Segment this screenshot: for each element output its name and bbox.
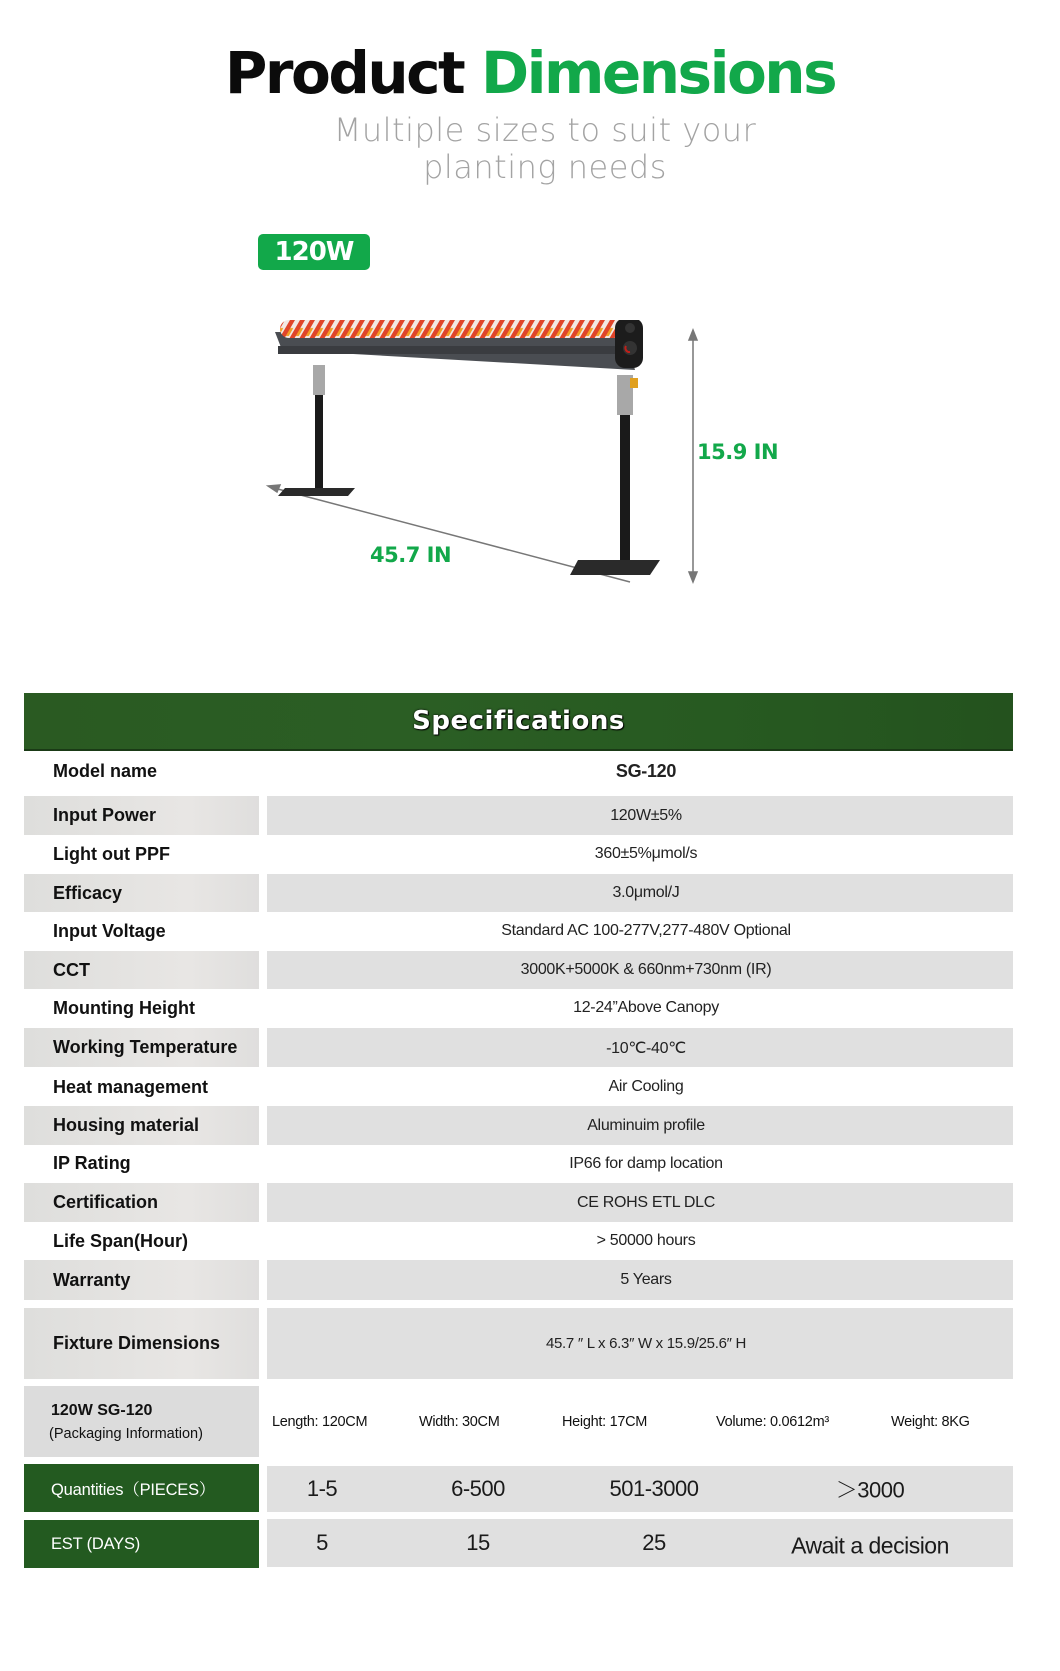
spec-value: -10℃-40℃ bbox=[267, 1028, 1013, 1067]
spec-label: Efficacy bbox=[24, 874, 259, 912]
spec-value: Aluminuim profile bbox=[267, 1106, 1013, 1145]
spec-row-ip-rating bbox=[24, 1145, 1013, 1182]
quantity-tier-3: 501-3000 bbox=[609, 1476, 699, 1501]
spec-value: 3.0μmol/J bbox=[267, 874, 1013, 912]
spec-row-heat-management bbox=[24, 1068, 1013, 1106]
packaging-label bbox=[24, 1386, 259, 1457]
spec-label: Warranty bbox=[24, 1260, 259, 1300]
spec-row-warranty bbox=[24, 1260, 1013, 1300]
spec-label: Input Voltage bbox=[53, 920, 166, 941]
packaging-values bbox=[267, 1386, 1013, 1457]
spec-row-model-name bbox=[24, 751, 1013, 791]
title-word-product: Product bbox=[224, 39, 464, 107]
packaging-weight: Weight: 8KG bbox=[891, 1413, 970, 1430]
quantity-tier-1: 1-5 bbox=[306, 1476, 338, 1501]
subtitle-line-2: planting needs bbox=[423, 148, 667, 186]
packaging-model: 120W SG-120 bbox=[51, 1401, 153, 1419]
packaging-height: Height: 17CM bbox=[562, 1413, 648, 1430]
spec-row-cct bbox=[24, 951, 1013, 989]
spec-value: 120W±5% bbox=[267, 796, 1013, 835]
spec-row-input-voltage bbox=[24, 912, 1013, 950]
spec-label: Mounting Height bbox=[53, 997, 195, 1018]
height-dimension-arrow bbox=[689, 330, 697, 582]
spec-row-efficacy bbox=[24, 874, 1013, 912]
lead-time-values bbox=[267, 1519, 1013, 1567]
spec-row-life-span bbox=[24, 1222, 1013, 1260]
lead-time-tier-3: 25 bbox=[642, 1530, 666, 1555]
spec-label: Input Power bbox=[24, 796, 259, 835]
spec-label: Housing material bbox=[24, 1106, 259, 1145]
quantity-tier-2: 6-500 bbox=[451, 1476, 505, 1501]
spec-label: CCT bbox=[24, 951, 259, 989]
spec-label: Fixture Dimensions bbox=[24, 1308, 259, 1379]
subtitle-line-1: Multiple sizes to suit your bbox=[333, 111, 757, 149]
lead-time-tier-2: 15 bbox=[466, 1530, 490, 1555]
packaging-subtitle: (Packaging Information) bbox=[49, 1425, 203, 1442]
spec-row-mounting-height bbox=[24, 989, 1013, 1027]
spec-label: IP Rating bbox=[53, 1153, 131, 1173]
packaging-info-row bbox=[24, 1386, 1013, 1457]
lead-time-label: EST (DAYS) bbox=[24, 1520, 259, 1568]
quantities-row bbox=[24, 1464, 1013, 1512]
lead-time-tier-1: 5 bbox=[316, 1530, 328, 1555]
spec-row-fixture-dimensions bbox=[24, 1308, 1013, 1379]
spec-row-housing-material bbox=[24, 1106, 1013, 1145]
wattage-badge: 120W bbox=[258, 234, 370, 270]
spec-value: 12-24”Above Canopy bbox=[573, 999, 719, 1016]
quantities-values bbox=[267, 1466, 1013, 1512]
packaging-length: Length: 120CM bbox=[272, 1413, 368, 1430]
lead-time-row bbox=[24, 1520, 1013, 1568]
spec-value: 3000K+5000K & 660nm+730nm (IR) bbox=[267, 951, 1013, 989]
spec-row-working-temperature bbox=[24, 1028, 1013, 1067]
spec-value: 5 Years bbox=[267, 1260, 1013, 1300]
spec-row-light-out-ppf bbox=[24, 835, 1013, 873]
spec-value: CE ROHS ETL DLC bbox=[267, 1183, 1013, 1222]
spec-value: Standard AC 100-277V,277-480V Optional bbox=[501, 922, 791, 939]
spec-row-input-power bbox=[24, 796, 1013, 835]
spec-label: Heat management bbox=[53, 1076, 209, 1097]
spec-value: Air Cooling bbox=[608, 1078, 684, 1095]
spec-value: SG-120 bbox=[615, 760, 677, 781]
title-word-dimensions: Dimensions bbox=[480, 39, 836, 107]
specifications-header: Specifications bbox=[24, 693, 1013, 751]
spec-value: > 50000 hours bbox=[596, 1232, 696, 1249]
packaging-volume: Volume: 0.0612m³ bbox=[716, 1413, 829, 1430]
spec-label: Light out PPF bbox=[53, 843, 170, 864]
quantity-tier-4: ＞3000 bbox=[835, 1477, 905, 1503]
spec-label: Life Span(Hour) bbox=[53, 1230, 188, 1251]
spec-label: Model name bbox=[53, 760, 158, 781]
page-subtitle bbox=[0, 112, 1060, 186]
spec-label: Certification bbox=[24, 1183, 259, 1222]
packaging-width: Width: 30CM bbox=[419, 1413, 500, 1430]
spec-label: Working Temperature bbox=[24, 1028, 259, 1067]
spec-value: 360±5%μmol/s bbox=[594, 845, 698, 862]
spec-value: IP66 for damp location bbox=[569, 1154, 723, 1172]
page-title bbox=[0, 38, 1060, 108]
spec-value: 45.7 ″ L x 6.3″ W x 15.9/25.6″ H bbox=[267, 1308, 1013, 1379]
spec-row-certification bbox=[24, 1183, 1013, 1222]
lead-time-tier-4: Await a decision bbox=[791, 1532, 949, 1559]
height-dimension-label: 15.9 IN bbox=[697, 440, 779, 464]
length-dimension-label: 45.7 IN bbox=[370, 543, 452, 567]
quantities-label: Quantities（PIECES） bbox=[24, 1464, 259, 1512]
